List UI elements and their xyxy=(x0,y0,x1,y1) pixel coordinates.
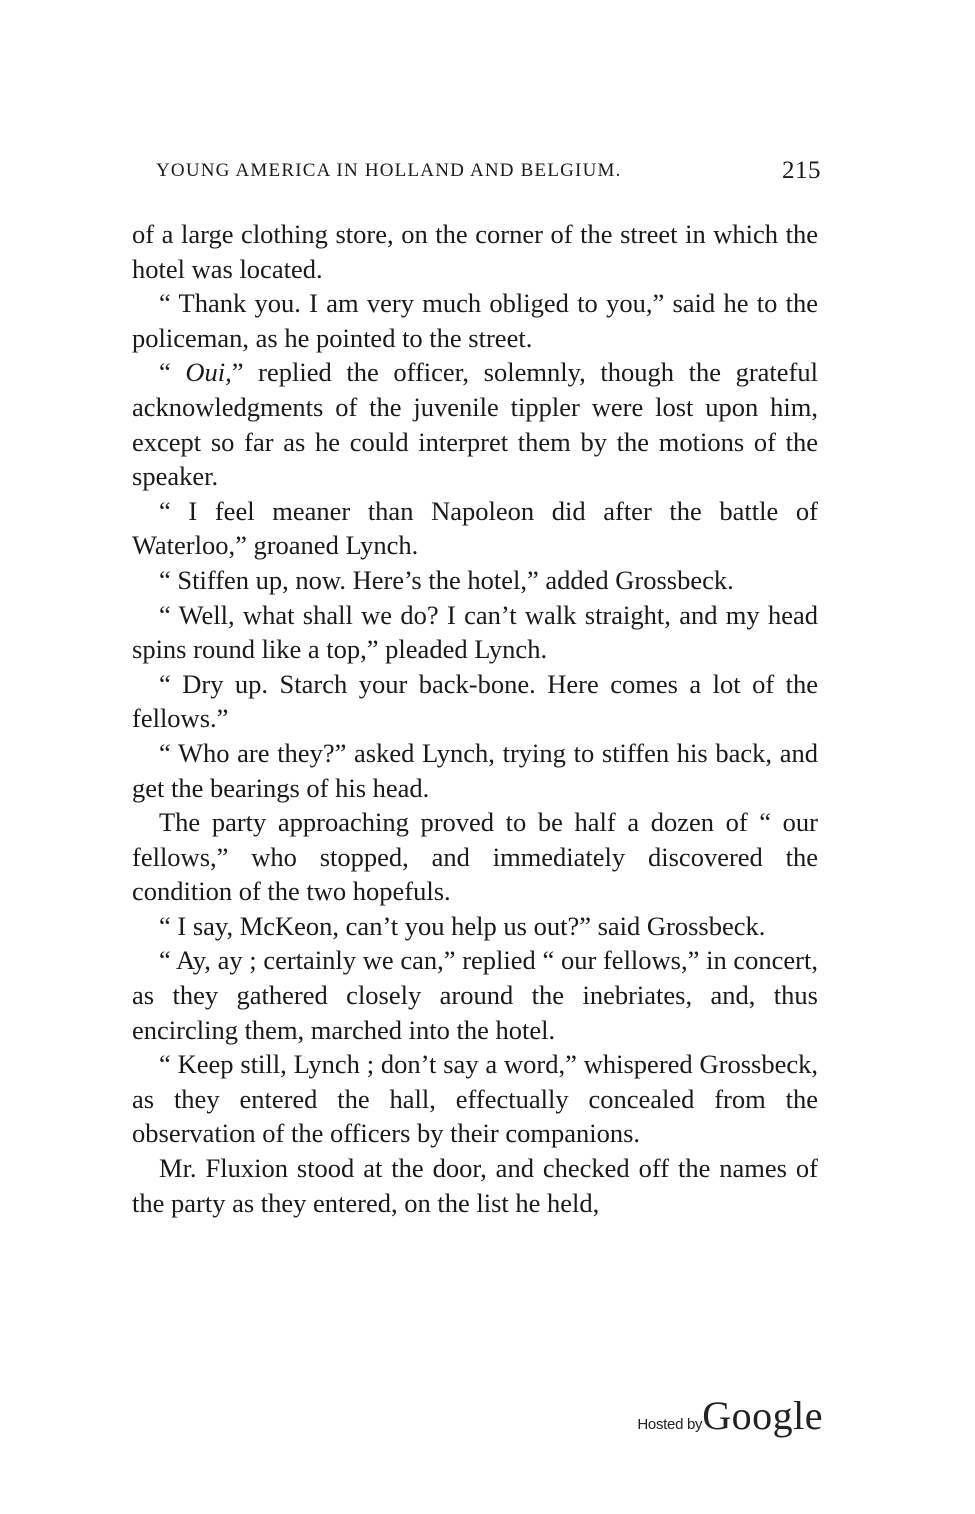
paragraph-rest: ” replied the officer, solemnly, though the grateful acknowledgments of the juvenile tippler were lost upon him, except so far as he could interpret them by the motions of the speaker. xyxy=(132,357,818,492)
page-number: 215 xyxy=(782,157,821,184)
paragraph: “ Thank you. I am very much obliged to you,” said he to the policeman, as he pointed to the street. xyxy=(132,288,818,353)
paragraph: “ I feel meaner than Napoleon did after the battle of Waterloo,” groaned Lynch. xyxy=(132,495,818,561)
italic-word: Oui, xyxy=(185,357,232,388)
paragraph: The party approaching proved to be half a dozen of “ our fellows,” who stopped, and immediately discovered the condition of the two hopefuls. xyxy=(132,807,818,907)
paragraph: “ Dry up. Starch your back-bone. Here comes a lot of the fellows.” xyxy=(132,668,818,734)
paragraph: “ I say, McKeon, can’t you help us out?” said Grossbeck. xyxy=(159,910,766,941)
paragraph: “ Keep still, Lynch ; don’t say a word,” whispered Grossbeck, as they entered the hall, effectually concealed from the observation of the officers by their companions. xyxy=(132,1049,818,1149)
paragraph: “ Ay, ay ; certainly we can,” replied “ our fellows,” in concert, as they gathered closely around the inebriates, and, thus encircling them, marched into the hotel. xyxy=(132,945,818,1045)
google-logo: Google xyxy=(702,1393,823,1438)
running-title: YOUNG AMERICA IN HOLLAND AND BELGIUM. xyxy=(156,160,622,181)
page-header xyxy=(156,157,821,190)
paragraph: “ Who are they?” asked Lynch, trying to stiffen his back, and get the bearings of his head. xyxy=(132,737,818,803)
paragraph: “ Well, what shall we do? I can’t walk straight, and my head spins round like a top,” pleaded Lynch. xyxy=(132,599,818,665)
paragraph xyxy=(132,355,818,493)
hosted-by-google-watermark xyxy=(637,1392,823,1439)
quote-mark: “ xyxy=(159,357,186,388)
hosted-by-label: Hosted by xyxy=(637,1416,703,1433)
paragraph: “ Stiffen up, now. Here’s the hotel,” added Grossbeck. xyxy=(159,564,734,595)
paragraph: Mr. Fluxion stood at the door, and checked off the names of the party as they entered, on the list he held, xyxy=(132,1153,818,1218)
body-text xyxy=(132,217,818,1220)
paragraph: of a large clothing store, on the corner of the street in which the hotel was located. xyxy=(132,219,818,284)
